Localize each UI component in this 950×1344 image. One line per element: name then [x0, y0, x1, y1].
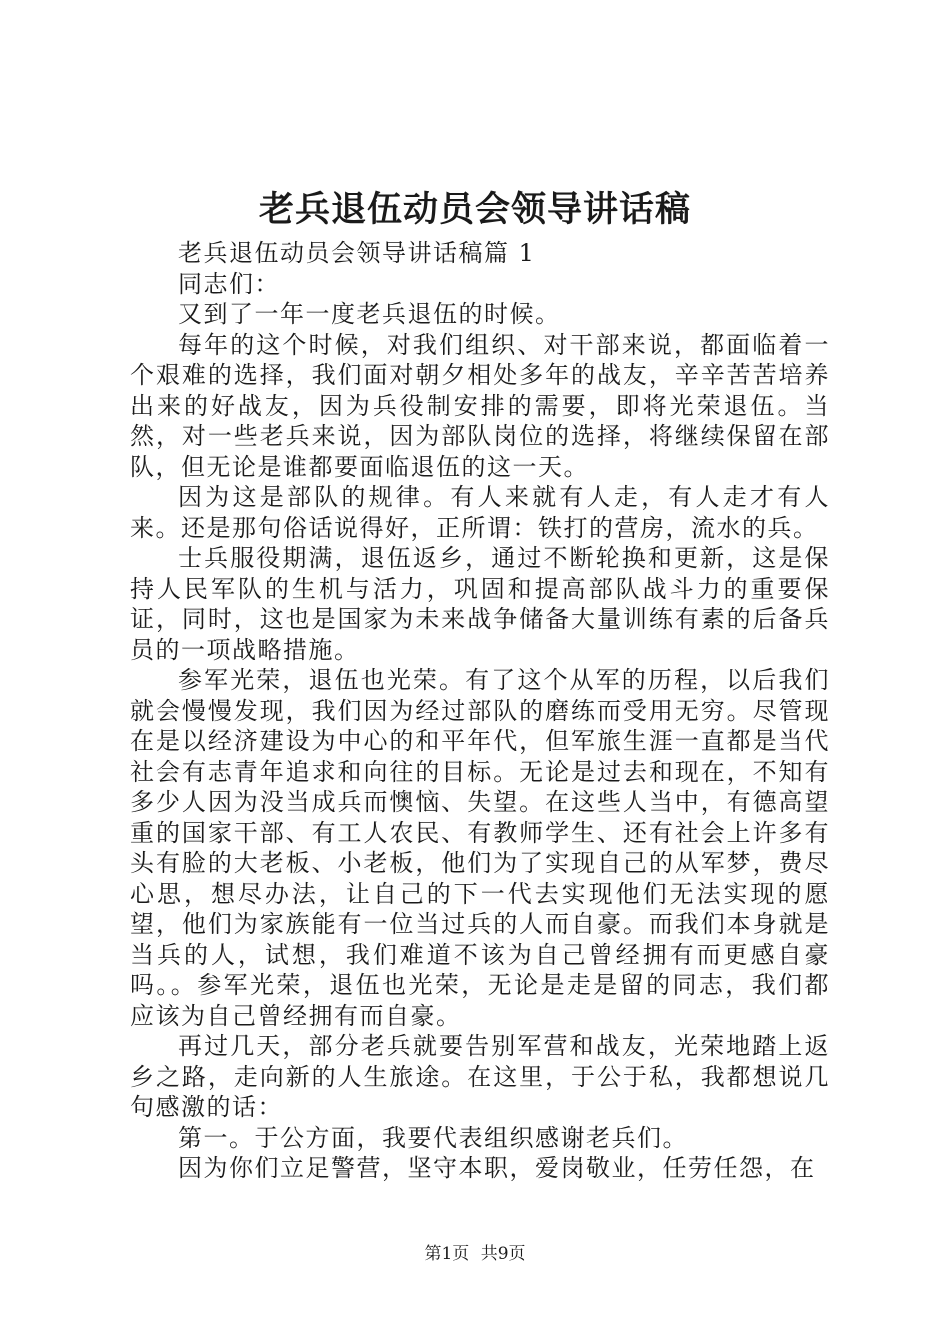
paragraph: 因为你们立足警营，坚守本职，爱岗敬业，任劳任怨，在	[178, 1154, 816, 1182]
paragraph: 因为这是部队的规律。有人来就有人走，有人走才有人来。还是那句俗话说得好，正所谓：铁打的营房，流水的兵。	[130, 483, 830, 542]
paragraph: 每年的这个时候，对我们组织、对干部来说，都面临着一个艰难的选择，我们面对朝夕相处多年的战友，辛辛苦苦培养出来的好战友，因为兵役制安排的需要，即将光荣退伍。当然，对一些老兵来说，因为部队岗位的选择，将继续保留在部队，但无论是谁都要面临退伍的这一天。	[130, 330, 830, 481]
paragraph: 再过几天，部分老兵就要告别军营和战友，光荣地踏上返乡之路，走向新的人生旅途。在这里，于公于私，我都想说几句感激的话：	[130, 1032, 830, 1121]
paragraph-subtitle: 老兵退伍动员会领导讲话稿篇 1	[178, 239, 536, 267]
page-footer	[0, 1243, 950, 1265]
paragraph-salutation: 同志们：	[178, 269, 280, 298]
paragraph: 士兵服役期满，退伍返乡，通过不断轮换和更新，这是保持人民军队的生机与活力，巩固和提高部队战斗力的重要保证，同时，这也是国家为未来战争储备大量训练有素的后备兵员的一项战略措施。	[130, 544, 830, 664]
paragraph: 又到了一年一度老兵退伍的时候。	[178, 300, 561, 328]
document-body	[130, 238, 830, 1184]
paragraph: 参军光荣，退伍也光荣。有了这个从军的历程，以后我们就会慢慢发现，我们因为经过部队的磨练而受用无穷。尽管现在是以经济建设为中心的和平年代，但军旅生涯一直都是当代社会有志青年追求和向往的目标。无论是过去和现在，不知有多少人因为没当成兵而懊恼、失望。在这些人当中，有德高望重的国家干部、有工人农民、有教师学生、还有社会上许多有头有脸的大老板、小老板，他们为了实现自己的从军梦，费尽心思，想尽办法，让自己的下一代去实现他们无法实现的愿望，他们为家族能有一位当过兵的人而自豪。而我们本身就是当兵的人，试想，我们难道不该为自己曾经拥有而更感自豪吗。。参军光荣，退伍也光荣，无论是走是留的同志，我们都应该为自己曾经拥有而自豪。	[130, 666, 830, 1030]
paragraph: 第一。于公方面，我要代表组织感谢老兵们。	[178, 1123, 688, 1152]
page-number: 第1页	[424, 1244, 470, 1264]
page-total: 共9页	[480, 1244, 526, 1264]
document-title: 老兵退伍动员会领导讲话稿	[258, 189, 691, 230]
